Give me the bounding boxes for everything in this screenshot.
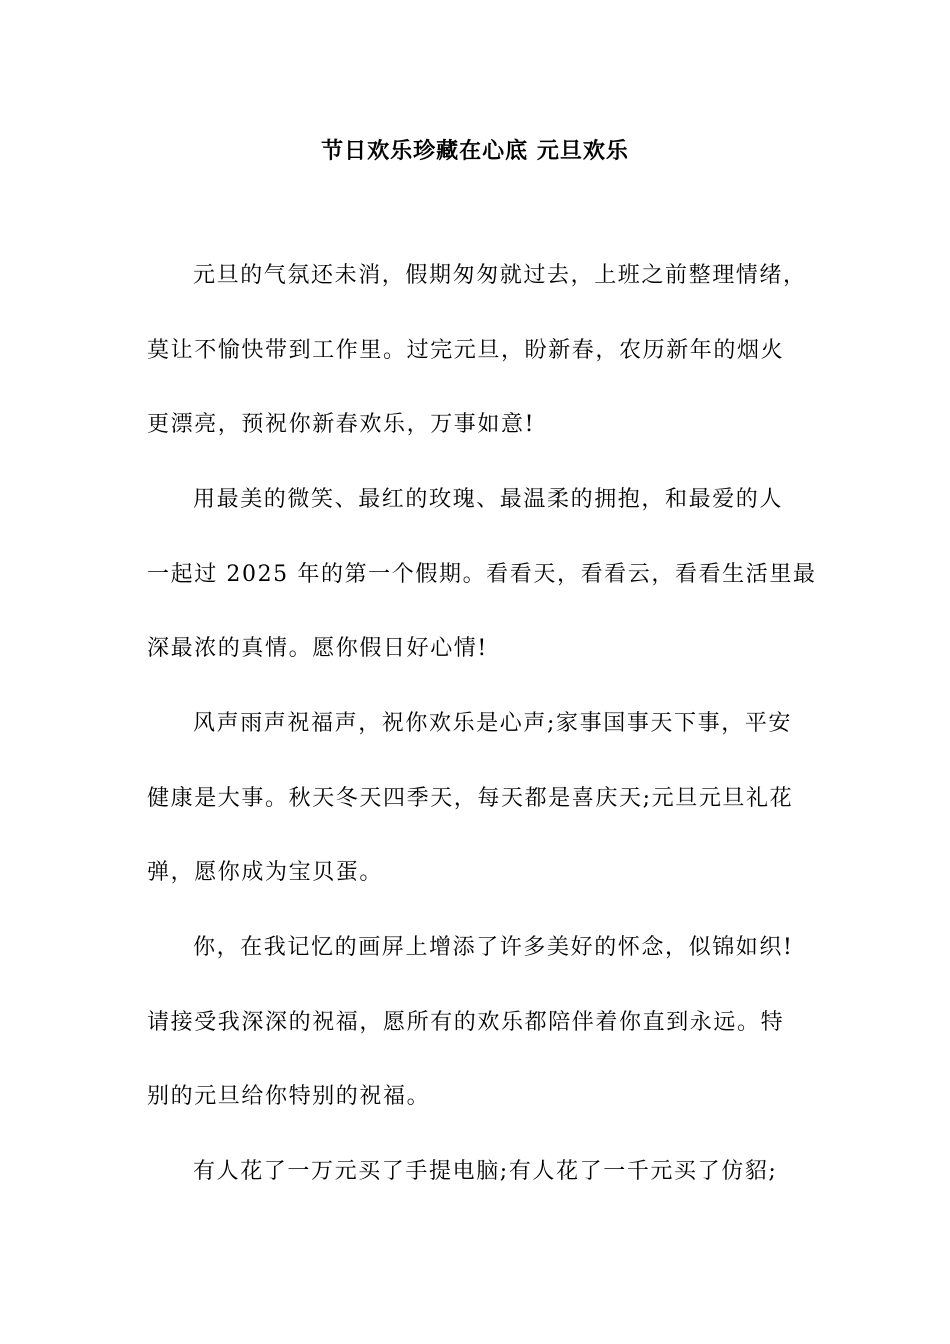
paragraph-3-line-3: 弹，愿你成为宝贝蛋。 (147, 860, 384, 885)
paragraph-5-line-1: 有人花了一万元买了手提电脑;有人花了一千元买了仿貂; (193, 1159, 778, 1184)
paragraph-3-line-1: 风声雨声祝福声，祝你欢乐是心声;家事国事天下事，平安 (193, 711, 793, 736)
paragraph-2-line-1: 用最美的微笑、最红的玫瑰、最温柔的拥抱，和最爱的人 (193, 487, 784, 512)
paragraph-1-line-2: 莫让不愉快带到工作里。过完元旦，盼新春，农历新年的烟火 (147, 338, 785, 363)
paragraph-1-line-3: 更漂亮，预祝你新春欢乐，万事如意! (147, 412, 536, 437)
paragraph-1-line-1: 元旦的气氛还未消，假期匆匆就过去，上班之前整理情绪， (193, 263, 807, 288)
paragraph-2-line-2: 一起过 2025 年的第一个假期。看看天，看看云，看看生活里最 (147, 562, 817, 587)
paragraph-4-line-2: 请接受我深深的祝福，愿所有的欢乐都陪伴着你直到永远。特 (147, 1010, 785, 1035)
document-title: 节日欢乐珍藏在心底 元旦欢乐 (321, 139, 629, 164)
paragraph-4-line-3: 别的元旦给你特别的祝福。 (147, 1084, 431, 1109)
paragraph-2-line-3: 深最浓的真情。愿你假日好心情! (147, 636, 488, 661)
paragraph-4-line-1: 你，在我记忆的画屏上增添了许多美好的怀念，似锦如织! (193, 935, 794, 960)
paragraph-3-line-2: 健康是大事。秋天冬天四季天，每天都是喜庆天;元旦元旦礼花 (147, 786, 794, 811)
